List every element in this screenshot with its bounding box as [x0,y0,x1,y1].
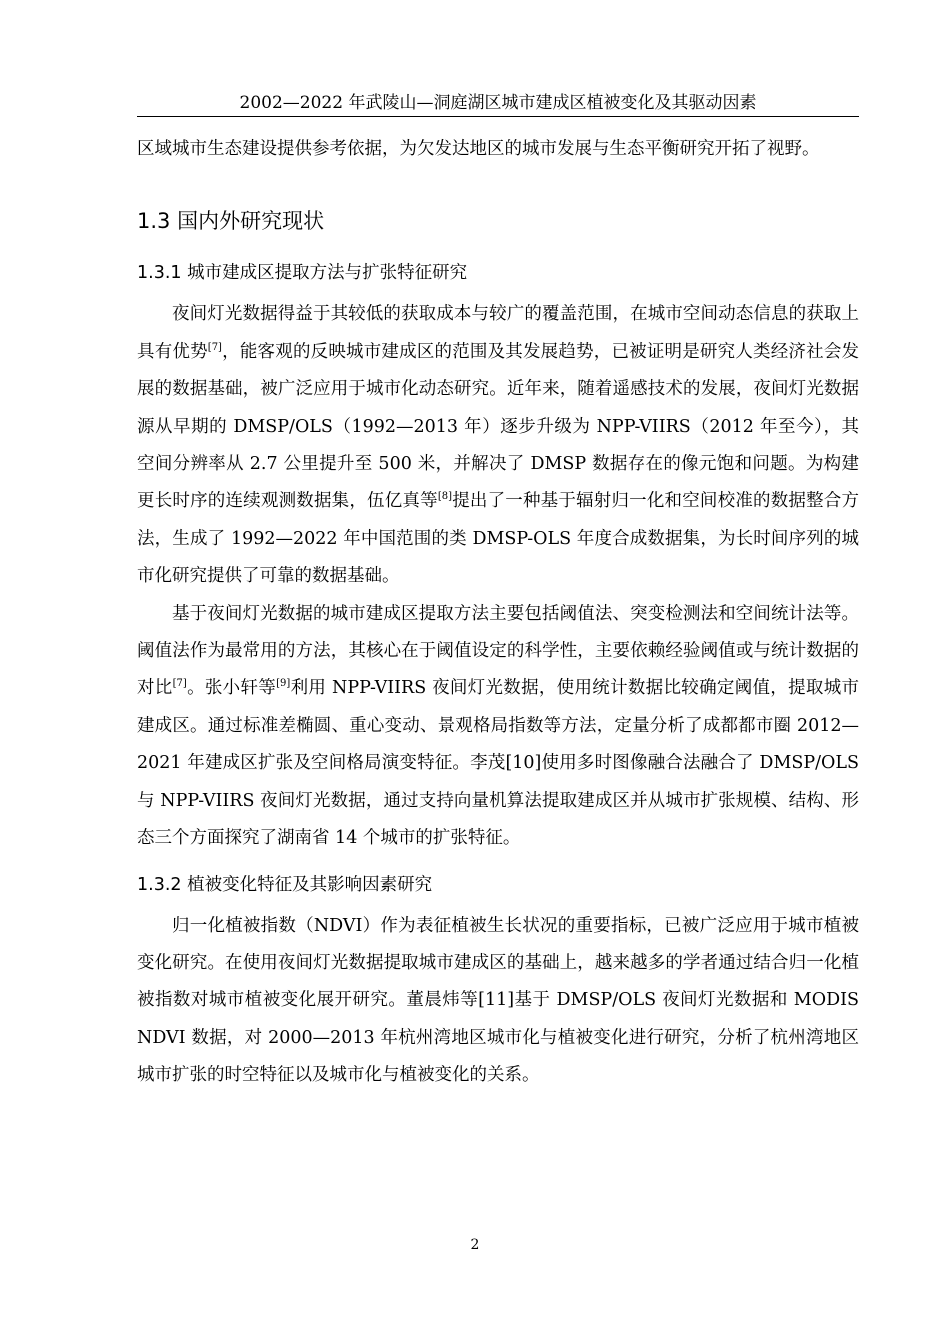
page-content [137,131,859,1095]
subsection-number-2: 1.3.2 [137,874,182,895]
section-heading [137,206,859,236]
spacer [137,286,859,296]
paragraph-text: 夜间灯光数据得益于其较低的获取成本与较广的覆盖范围，在城市空间动态信息的获取上具有优势 [137,304,859,362]
paragraph-ndvi: 归一化植被指数（NDVI）作为表征植被生长状况的重要指标，已被广泛应用于城市植被变化研究。在使用夜间灯光数据提取城市建成区的基础上，越来越多的学者通过结合归一化植被指数对城市植被变化展开研究。董晨炜等[11]基于 DMSP/OLS 夜间灯光数据和 MODIS NDVI 数据，对 2000—2013 年杭州湾地区城市化与植被变化进行研究，分析了杭州湾地区城市扩张的时空特征以及城市化与植被变化的关系。 [137,915,859,1086]
paragraph-text: 。张小轩等 [186,678,277,699]
paragraph-text: ，能客观的反映城市建成区的范围及其发展趋势，已被证明是研究人类经济社会发展的数据基础，被广泛应用于城市化动态研究。近年来，随着遥感技术的发展，夜间灯光数据源从早期的 DMSP/OLS（1992—2013 年）逐步升级为 NPP-VIIRS（2012 年至今），其空间分辨率从 2.7 公里提升至 500 米，并解决了 DMSP 数据存在的像元饱和问题。为构建更长时序的连续观测数据集，伍亿真等 [137,341,860,512]
paragraph-extraction-methods [137,596,859,858]
citation: [8] [437,491,452,503]
spacer [137,168,859,206]
paragraph-nightlight-data [137,296,859,595]
citation: [7] [207,341,222,353]
spacer [137,898,859,908]
citation: [9] [276,678,291,690]
intro-paragraph: 区域城市生态建设提供参考依据，为欠发达地区的城市发展与生态平衡研究开拓了视野。 [137,139,820,159]
subsection-heading-1 [137,260,859,286]
section-number: 1.3 [137,209,171,234]
running-header: 2002—2022 年武陵山—洞庭湖区城市建成区植被变化及其驱动因素 [239,93,757,113]
section-title: 国内外研究现状 [177,209,325,234]
subsection-number-1: 1.3.1 [137,263,182,284]
header-rule [137,116,859,117]
paragraph-text: 基于夜间灯光数据的城市建成区提取方法主要包括阈值法、突变检测法和空间统计法等。阈值法作为最常用的方法，其核心在于阈值设定的科学性，主要依赖经验阈值或与统计数据的对比 [137,603,859,699]
subsection-title-1: 城市建成区提取方法与扩张特征研究 [187,263,468,284]
spacer [137,858,859,872]
page-number: 2 [470,1237,480,1253]
subsection-heading-2 [137,872,859,898]
spacer [137,236,859,260]
paragraph-text: 利用 NPP-VIIRS 夜间灯光数据，使用统计数据比较确定阈值，提取城市建成区。通过标准差椭圆、重心变动、景观格局指数等方法，定量分析了成都都市圈 2012—2021 年建成区扩张及空间格局演变特征。李茂[10]使用多时图像融合法融合了 DMSP/OLS 与 NPP-VIIRS 夜间灯光数据，通过支持向量机算法提取建成区并从城市扩张规模、结构、形态三个方面探究了湖南省 14 个城市的扩张特征。 [137,678,859,849]
citation: [7] [172,678,187,690]
paragraph-text: 提出了一种基于辐射归一化和空间校准的数据整合方法，生成了 1992—2022 年中国范围的类 DMSP-OLS 年度合成数据集，为长时间序列的城市化研究提供了可靠的数据基础。 [137,491,859,587]
subsection-title-2: 植被变化特征及其影响因素研究 [187,874,433,895]
